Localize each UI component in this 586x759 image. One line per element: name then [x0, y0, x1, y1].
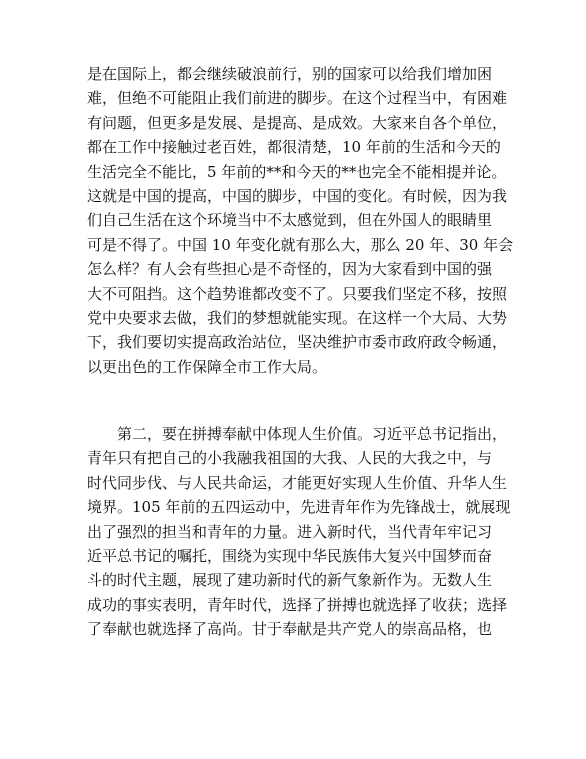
text-line: 下，我们要切实提高政治站位，坚决维护市委市政府政令畅通，	[87, 333, 508, 352]
paragraph-2	[87, 422, 511, 642]
paragraph-1	[87, 62, 514, 379]
text-line: 大不可阻挡。这个趋势谁都改变不了。只要我们坚定不移，按照	[87, 284, 508, 303]
text-line: 境界。105 年前的五四运动中，先进青年作为先锋战士，就展现	[87, 498, 511, 517]
text-line: 时代同步伐、与人民共命运，才能更好实现人生价值、升华人生	[87, 473, 508, 492]
text-line: 可是不得了。中国 10 年变化就有那么大，那么 20 年、30 年会	[87, 235, 514, 254]
text-line: 近平总书记的嘱托，围绕为实现中华民族伟大复兴中国梦而奋	[87, 546, 493, 565]
text-line: 有问题，但更多是发展、是提高、是成效。大家来自各个单位，	[87, 113, 508, 132]
text-line: 第二，要在拼搏奉献中体现人生价值。习近平总书记指出，	[87, 425, 508, 443]
text-line: 这就是中国的提高，中国的脚步，中国的变化。有时候，因为我	[87, 186, 508, 205]
text-line: 是在国际上，都会继续破浪前行，别的国家可以给我们增加困	[87, 65, 493, 83]
text-line: 生活完全不能比，5 年前的**和今天的**也完全不能相提并论。	[87, 162, 507, 181]
text-line: 怎么样？有人会有些担心是不奇怪的，因为大家看到中国的强	[87, 260, 493, 279]
text-line: 难，但绝不可能阻止我们前进的脚步。在这个过程当中，有困难	[87, 89, 508, 108]
text-line: 出了强烈的担当和青年的力量。进入新时代，当代青年牢记习	[87, 522, 493, 541]
text-line: 成功的事实表明，青年时代，选择了拼搏也就选择了收获；选择	[87, 595, 508, 614]
text-line: 以更出色的工作保障全市工作大局。	[87, 357, 328, 376]
text-line: 党中央要求去做，我们的梦想就能实现。在这样一个大局、大势	[87, 308, 508, 327]
text-line: 青年只有把自己的小我融我祖国的大我、人民的大我之中，与	[87, 449, 493, 468]
text-line: 们自己生活在这个环境当中不太感觉到，但在外国人的眼睛里	[87, 211, 493, 230]
text-line: 斗的时代主题，展现了建功新时代的新气象新作为。无数人生	[87, 571, 493, 590]
text-line: 都在工作中接触过老百姓，都很清楚，10 年前的生活和今天的	[87, 138, 501, 157]
text-line: 了奉献也就选择了高尚。甘于奉献是共产党人的崇高品格，也	[87, 620, 493, 639]
